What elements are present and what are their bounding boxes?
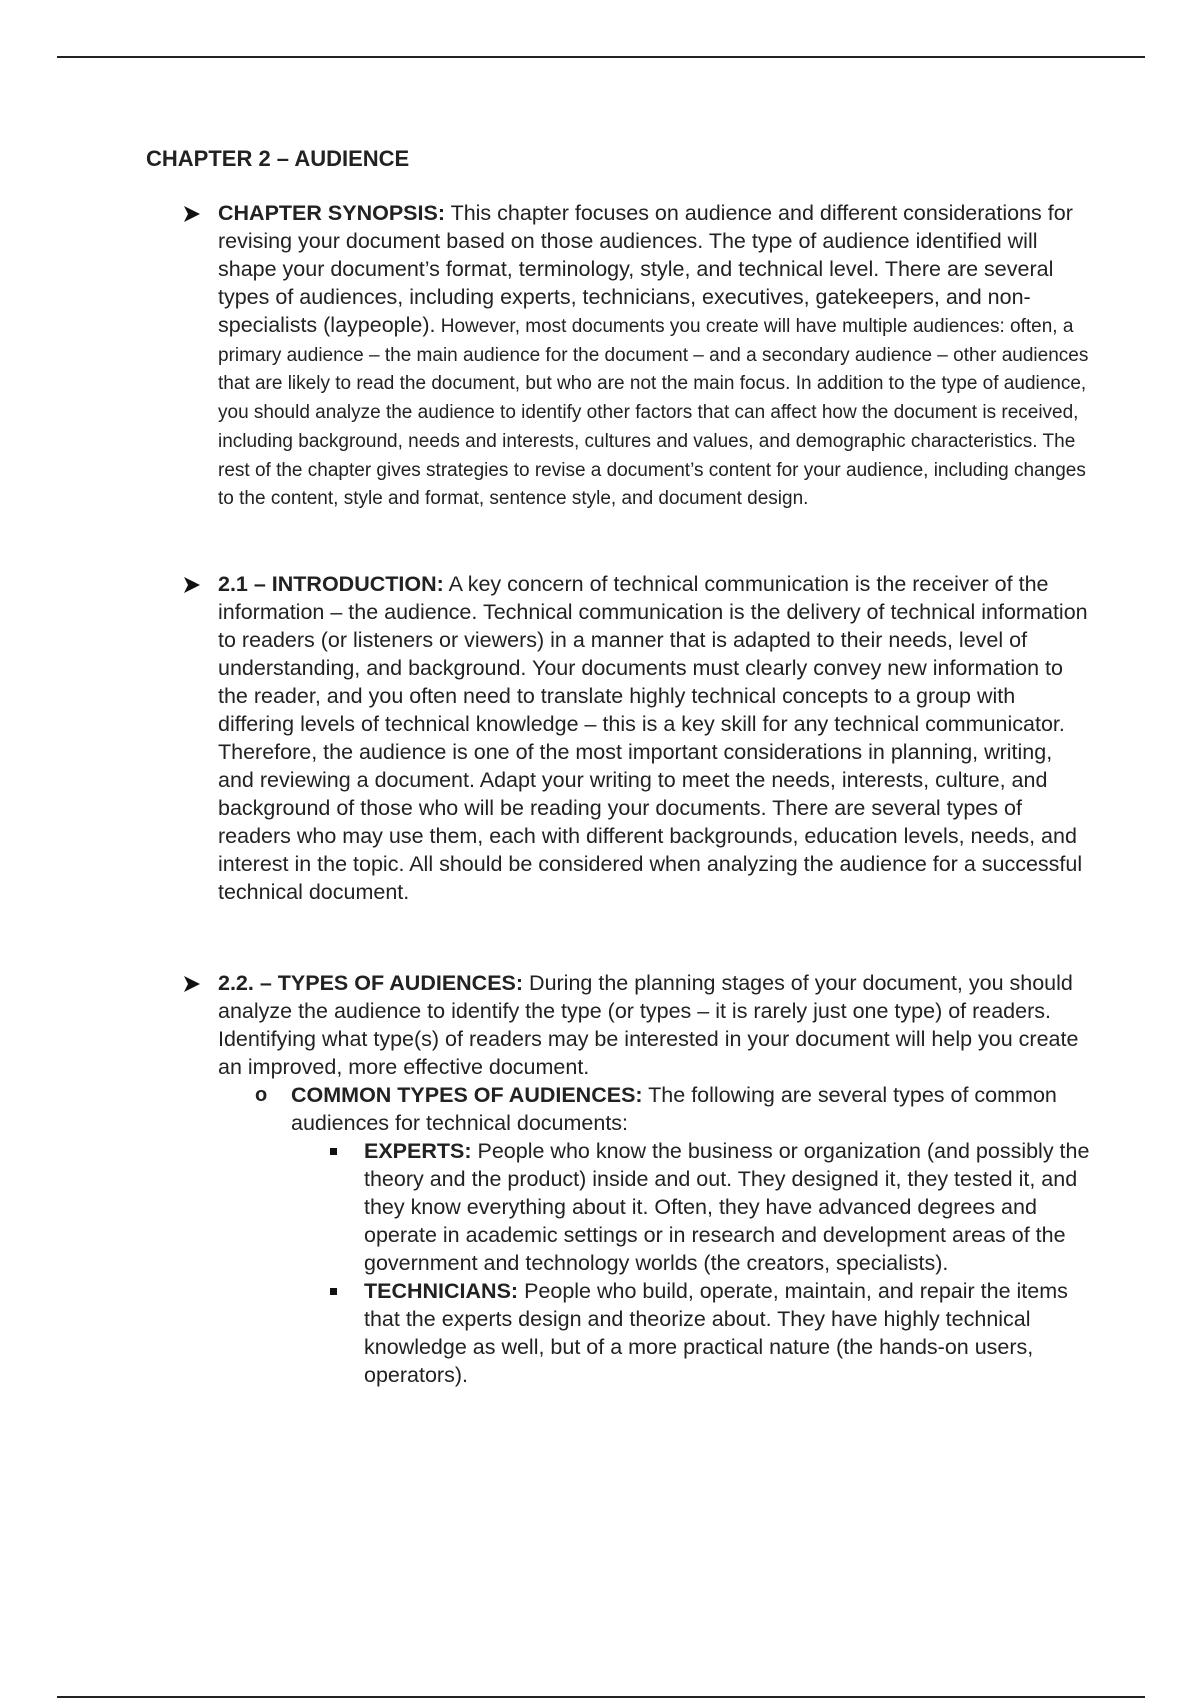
common-types-text: The following are several types of common audiences for technical documents: — [291, 1083, 1057, 1135]
synopsis-text-small: However, most documents you create will have multiple audiences: often, a primary audience – the main audience for the document – and a secondary audience – other audiences that are likely to read the document, but who are not the main focus. In addition to the type of audience, you should analyze the audience to identify other factors that can affect how the document is received, including background, needs and interests, cultures and values, and demographic characteristics. The rest of the chapter gives strategies to revise a document’s content for your audience, including changes to the content, style and format, sentence style, and document design. — [218, 316, 1089, 510]
technicians-lead: TECHNICIANS: — [364, 1279, 519, 1303]
audience-item-technicians — [364, 1277, 1090, 1389]
section-introduction — [218, 570, 1090, 906]
section-types-of-audiences — [218, 969, 1090, 1389]
audience-item-experts — [364, 1137, 1090, 1277]
arrow-bullet-icon — [182, 576, 202, 594]
square-bullet-icon — [330, 1148, 337, 1155]
types-text: During the planning stages of your document, you should analyze the audience to identify the type (or types – it is rarely just one type) of readers. Identifying what type(s) of readers may be interested in your document will help you create an improved, more effective document. — [218, 971, 1079, 1079]
section-synopsis — [218, 199, 1090, 512]
types-lead: 2.2. – TYPES OF AUDIENCES: — [218, 971, 524, 995]
experts-lead: EXPERTS: — [364, 1139, 472, 1163]
intro-text: A key concern of technical communication is the receiver of the information – the audience. Technical communication is the delivery of technical information to readers (or listeners or viewers) in a manner that is adapted to their needs, level of understanding, and background. Your documents must clearly convey new information to the reader, and you often need to translate highly technical concepts to a group with differing levels of technical knowledge – this is a key skill for any technical communicator. Therefore, the audience is one of the most important considerations in planning, writing, and reviewing a document. Adapt your writing to meet the needs, interests, culture, and background of those who will be reading your documents. There are several types of readers who may use them, each with different backgrounds, education levels, needs, and interest in the topic. All should be considered when analyzing the audience for a successful technical document. — [218, 572, 1088, 904]
arrow-bullet-icon — [182, 975, 202, 993]
footer-rule — [57, 1696, 1145, 1698]
chapter-title: CHAPTER 2 – AUDIENCE — [146, 146, 410, 171]
common-types-lead: COMMON TYPES OF AUDIENCES: — [291, 1083, 643, 1107]
common-types-item — [255, 1081, 1090, 1389]
experts-text: People who know the business or organization (and possibly the theory and the product) inside and out. They designed it, they tested it, and they know everything about it. Often, they have advanced degrees and operate in academic settings or in research and development areas of the government and technology worlds (the creators, specialists). — [364, 1139, 1090, 1275]
square-bullet-icon — [330, 1288, 337, 1295]
intro-lead: 2.1 – INTRODUCTION: — [218, 572, 444, 596]
header-rule — [57, 56, 1145, 58]
synopsis-lead: CHAPTER SYNOPSIS: — [218, 201, 445, 225]
synopsis-text: This chapter focuses on audience and different considerations for revising your document based on those audiences. The type of audience identified will shape your document’s format, terminology, style, and technical level. There are several types of audiences, including experts, technicians, executives, gatekeepers, and non-specialists (laypeople). — [218, 201, 1073, 337]
circle-bullet-marker: o — [255, 1084, 268, 1106]
technicians-text: People who build, operate, maintain, and repair the items that the experts design and theorize about. They have highly technical knowledge as well, but of a more practical nature (the hands-on users, operators). — [364, 1279, 1068, 1387]
arrow-bullet-icon — [182, 205, 202, 223]
